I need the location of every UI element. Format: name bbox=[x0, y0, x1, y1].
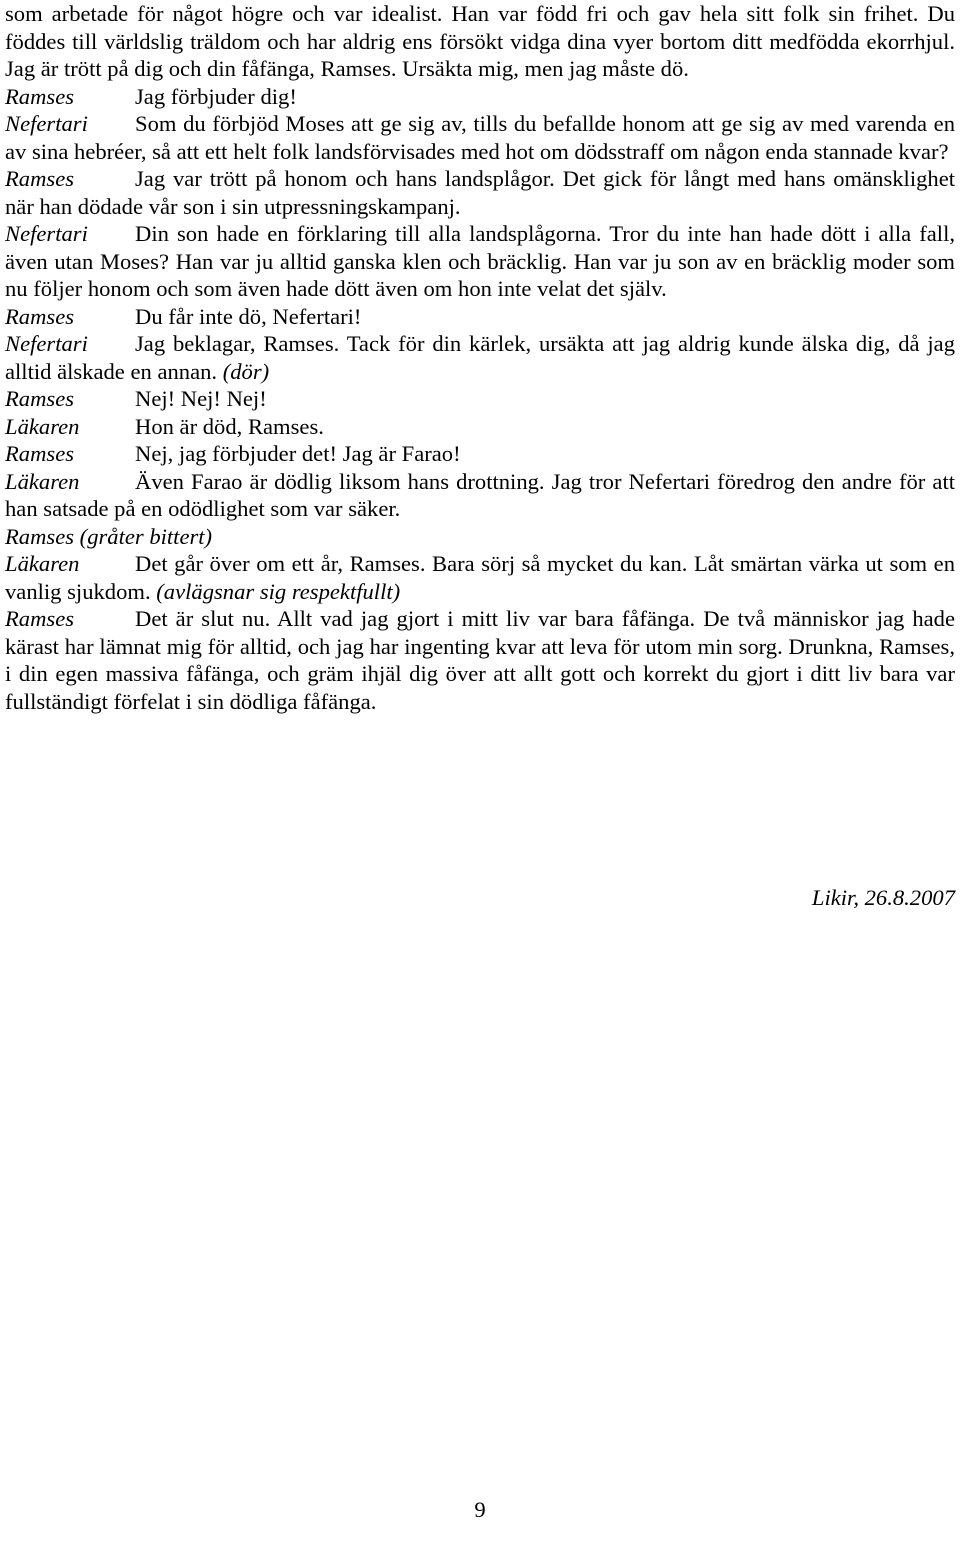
stage-direction-line bbox=[5, 523, 955, 551]
dialogue-line bbox=[5, 605, 955, 715]
dialogue-text: Din son hade en förklaring till alla landsplågorna. Tror du inte han hade dött i alla fall, även utan Moses? Han var ju alltid ganska klen och bräcklig. Han var ju son av en bräcklig moder som nu följer honom och som även hade dött även om hon inte velat det själv. bbox=[5, 221, 955, 301]
speaker-name: Ramses bbox=[5, 166, 75, 191]
speaker-name: Nefertari bbox=[5, 331, 88, 356]
dialogue-line bbox=[5, 440, 955, 468]
speaker-name: Ramses (gråter bittert) bbox=[5, 523, 213, 549]
signature: Likir, 26.8.2007 bbox=[811, 885, 955, 910]
dialogue-line bbox=[5, 220, 955, 303]
speaker-name: Läkaren bbox=[5, 551, 80, 576]
dialogue-text: Jag var trött på honom och hans landsplågor. Det gick för långt med hans omänsklighet när han dödade vår son i sin utpressningskampanj. bbox=[5, 166, 955, 219]
dialogue-line bbox=[5, 303, 955, 331]
dialogue-line bbox=[5, 413, 955, 441]
speaker-name: Nefertari bbox=[5, 111, 88, 136]
stage-direction: (dör) bbox=[222, 358, 270, 384]
speaker-name: Ramses bbox=[5, 83, 75, 109]
dialogue-text: Nej! Nej! Nej! bbox=[135, 386, 267, 411]
dialogue-text: Det går över om ett år, Ramses. Bara sörj så mycket du kan. Låt smärtan värka ut som en vanlig sjukdom. bbox=[5, 551, 955, 604]
document-body bbox=[5, 0, 955, 715]
speaker-name: Ramses bbox=[5, 441, 75, 466]
dialogue-line bbox=[5, 550, 955, 605]
speaker-name: Ramses bbox=[5, 386, 75, 411]
stage-direction: (avlägsnar sig respektfullt) bbox=[156, 578, 401, 604]
dialogue-line bbox=[5, 110, 955, 165]
speaker-name: Läkaren bbox=[5, 413, 80, 439]
dialogue-text: Även Farao är dödlig liksom hans drottning. Jag tror Nefertari föredrog den andre för att han satsade på en odödlighet som var säker. bbox=[5, 468, 955, 521]
dialogue-line bbox=[5, 83, 955, 111]
page-number: 9 bbox=[474, 1497, 486, 1522]
dialogue-text: Jag förbjuder dig! bbox=[135, 83, 297, 109]
dialogue-line bbox=[5, 330, 955, 385]
dialogue-line bbox=[5, 468, 955, 523]
speaker-name: Ramses bbox=[5, 606, 75, 631]
speaker-name: Läkaren bbox=[5, 468, 80, 494]
speaker-name: Ramses bbox=[5, 303, 75, 329]
dialogue-line bbox=[5, 165, 955, 220]
dialogue-text: Jag beklagar, Ramses. Tack för din kärlek, ursäkta att jag aldrig kunde älska dig, då jag alltid älskade en annan. bbox=[5, 331, 955, 384]
opening-paragraph: som arbetade för något högre och var idealist. Han var född fri och gav hela sitt folk sin frihet. Du föddes till världslig träldom och har aldrig ens försökt vidga dina vyer bortom ditt medfödda ekorrhjul. Jag är trött på dig och din fåfänga, Ramses. Ursäkta mig, men jag måste dö. bbox=[5, 1, 955, 81]
speaker-name: Nefertari bbox=[5, 221, 88, 246]
dialogue-text: Hon är död, Ramses. bbox=[135, 413, 324, 439]
dialogue-line bbox=[5, 385, 955, 413]
dialogue-text: Det är slut nu. Allt vad jag gjort i mitt liv var bara fåfänga. De två människor jag hade kärast har lämnat mig för alltid, och jag har ingenting kvar att leva för utom min sorg. Drunkna, Ramses, i din egen massiva fåfänga, och gräm ihjäl dig över att allt gott och korrekt du gjort i ditt liv bara var fullständigt förfelat i sin dödliga fåfänga. bbox=[5, 606, 955, 714]
dialogue-text: Du får inte dö, Nefertari! bbox=[135, 303, 362, 329]
dialogue-text: Som du förbjöd Moses att ge sig av, tills du befallde honom att ge sig av med varenda en av sina hebréer, så att ett helt folk landsförvisades med hot om dödsstraff om någon enda stannade kvar? bbox=[5, 111, 955, 164]
dialogue-text: Nej, jag förbjuder det! Jag är Farao! bbox=[135, 441, 461, 466]
